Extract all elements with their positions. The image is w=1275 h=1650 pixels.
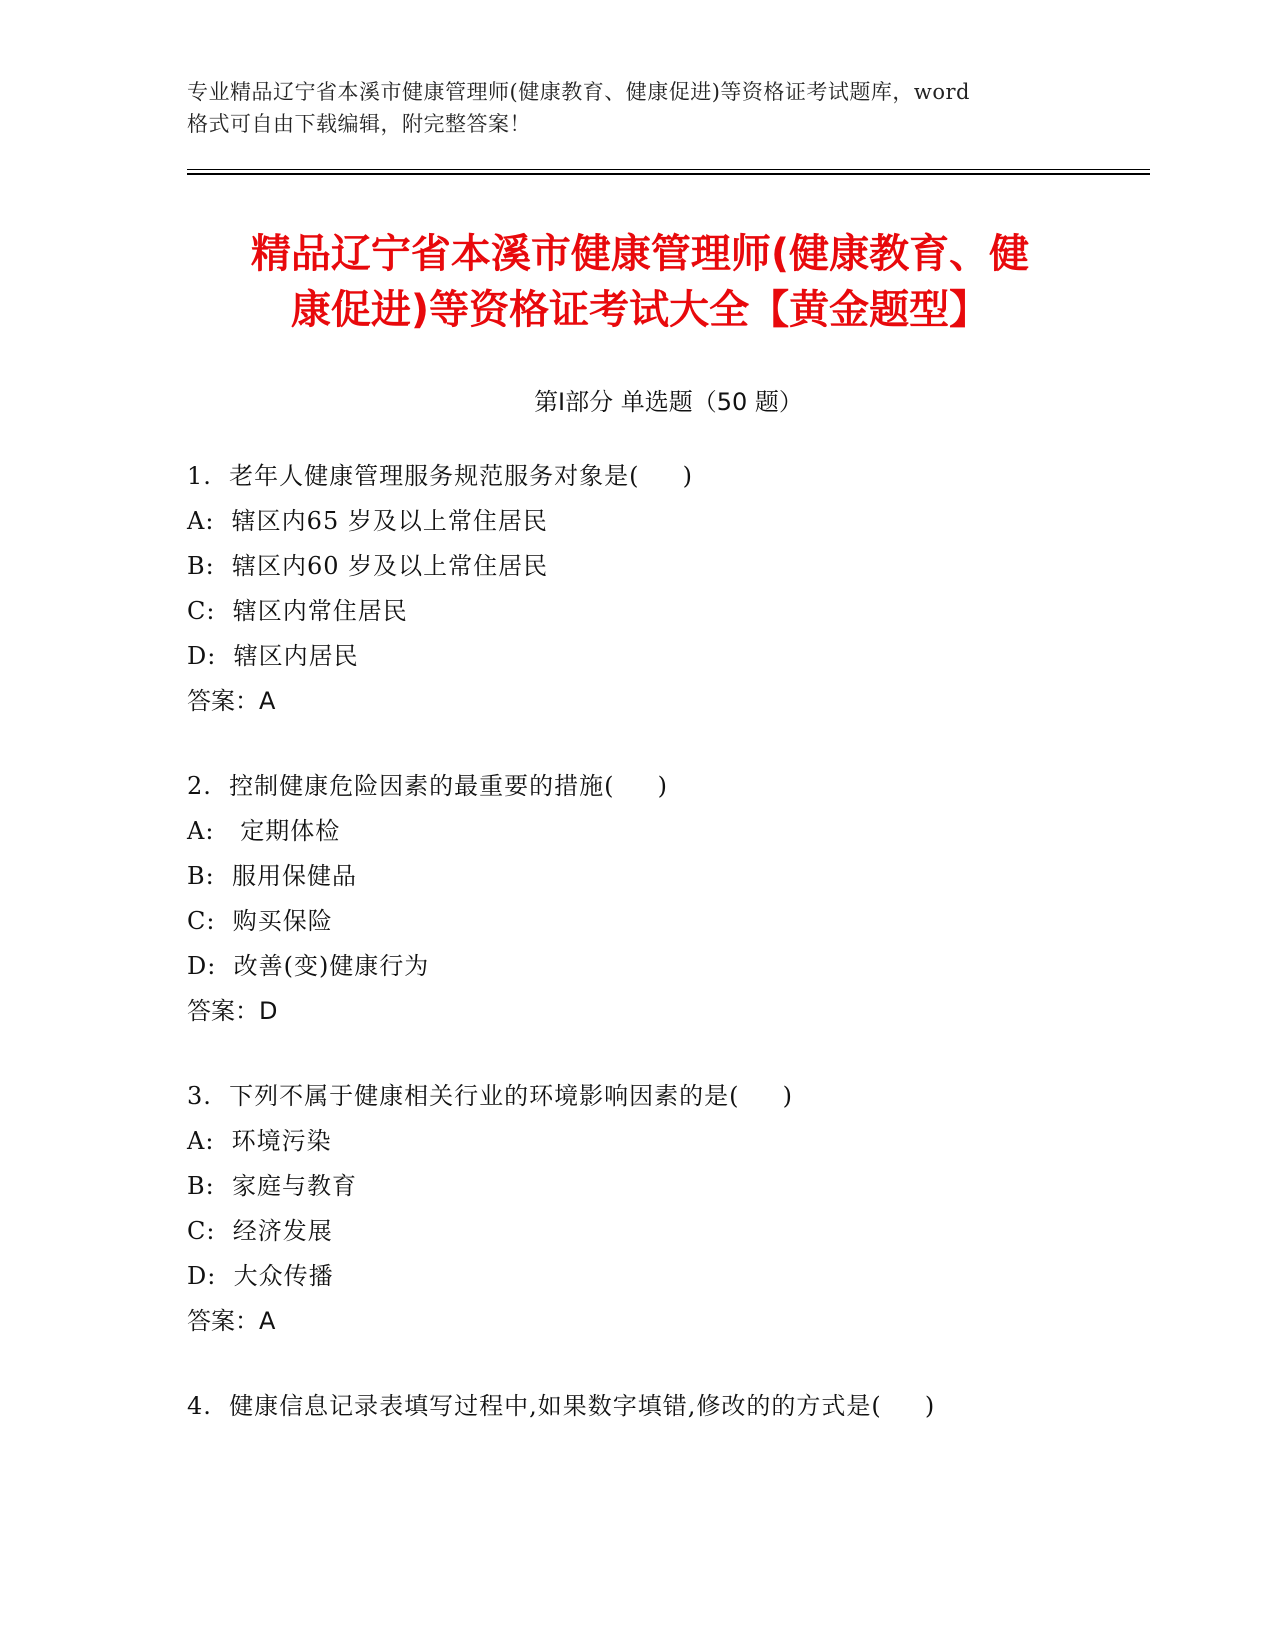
option-a: A: 辖区内65 岁及以上常住居民: [187, 507, 548, 535]
option-b: B: 家庭与教育: [187, 1172, 357, 1200]
header-note-line-2: 格式可自由下载编辑，附完整答案！: [187, 112, 531, 136]
section-title: 第Ⅰ部分 单选题（50 题）: [534, 388, 803, 416]
option-b: B: 辖区内60 岁及以上常住居民: [187, 552, 549, 580]
option-a: A: 定期体检: [187, 817, 341, 845]
question-2: [187, 764, 1150, 1034]
option-a: A: 环境污染: [187, 1127, 332, 1155]
question-3: [187, 1074, 1150, 1344]
option-b: B: 服用保健品: [187, 862, 357, 890]
header-rule-thick: [187, 173, 1150, 175]
question-stem: 1. 老年人健康管理服务规范服务对象是( ): [187, 462, 694, 490]
answer: 答案：A: [187, 1307, 276, 1335]
document-title: [180, 226, 1100, 338]
answer: 答案：A: [187, 687, 276, 715]
option-c: C: 经济发展: [187, 1217, 333, 1245]
option-c: C: 购买保险: [187, 907, 333, 935]
option-d: D: 大众传播: [187, 1262, 334, 1290]
question-stem: 3. 下列不属于健康相关行业的环境影响因素的是( ): [187, 1082, 794, 1110]
answer: 答案：D: [187, 997, 278, 1025]
question-1: [187, 454, 1150, 724]
document-title-line-1: 精品辽宁省本溪市健康管理师(健康教育、健: [250, 231, 1030, 277]
header-note: [187, 76, 1087, 140]
header-rule-thin: [187, 169, 1150, 170]
option-c: C: 辖区内常住居民: [187, 597, 408, 625]
question-stem: 2. 控制健康危险因素的最重要的措施( ): [187, 772, 669, 800]
document-title-line-2: 康促进)等资格证考试大全【黄金题型】: [290, 287, 990, 333]
option-d: D: 辖区内居民: [187, 642, 359, 670]
option-d: D: 改善(变)健康行为: [187, 952, 430, 980]
header-note-line-1: 专业精品辽宁省本溪市健康管理师(健康教育、健康促进)等资格证考试题库，word: [187, 80, 970, 104]
question-stem: 4. 健康信息记录表填写过程中,如果数字填错,修改的的方式是( ): [187, 1392, 936, 1420]
question-4: [187, 1384, 1150, 1429]
